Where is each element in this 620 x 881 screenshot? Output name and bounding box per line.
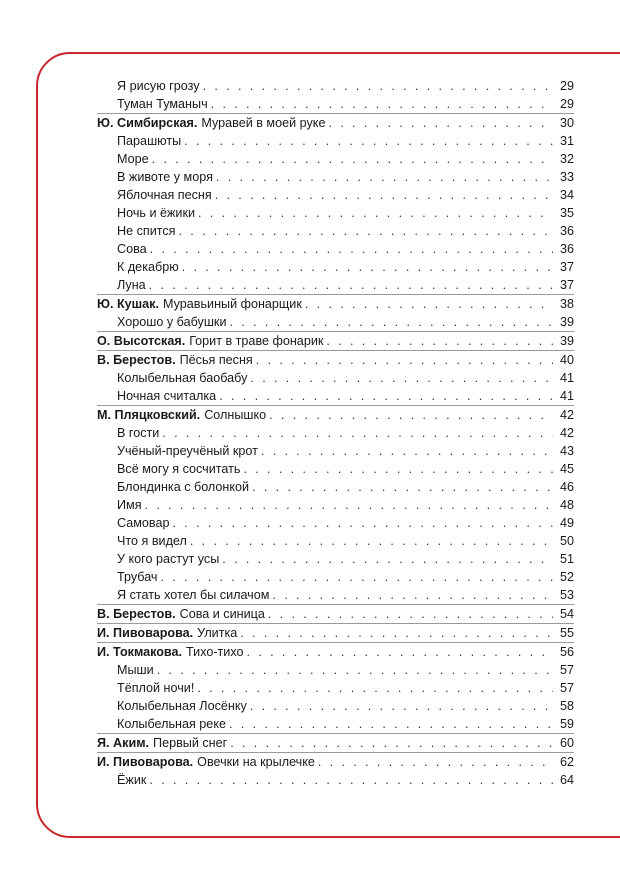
dot-leader (197, 679, 553, 697)
toc-title: Сова (117, 242, 147, 256)
dot-leader (305, 295, 553, 313)
toc-entry (97, 586, 574, 604)
toc-title: Тёплой ночи! (117, 681, 195, 695)
toc-entry (97, 294, 574, 313)
toc-page-number: 35 (559, 206, 574, 220)
toc-title: Первый снег (153, 736, 228, 750)
dot-leader (172, 514, 553, 532)
toc-title: Трубач (117, 570, 158, 584)
toc-title: Всё могу я сосчитать (117, 462, 241, 476)
dot-leader (203, 77, 553, 95)
toc-title: Солнышко (204, 408, 267, 422)
toc-title: Горит в траве фонарик (189, 334, 324, 348)
toc-entry (97, 331, 574, 350)
toc-entry (97, 424, 574, 442)
toc-entry (97, 496, 574, 514)
toc-entry (97, 276, 574, 294)
toc-page-number: 49 (559, 516, 574, 530)
toc-title: Парашюты (117, 134, 182, 148)
toc-entry (97, 460, 574, 478)
dot-leader (250, 697, 553, 715)
toc-entry (97, 623, 574, 642)
toc-entry (97, 771, 574, 789)
dot-leader (150, 240, 553, 258)
toc-entry (97, 568, 574, 586)
toc-page-number: 57 (559, 663, 574, 677)
dot-leader (229, 313, 553, 331)
toc-title: Улитка (197, 626, 238, 640)
toc-entry (97, 661, 574, 679)
toc-page-number: 39 (559, 334, 574, 348)
toc-entry (97, 697, 574, 715)
dot-leader (211, 95, 553, 113)
dot-leader (179, 222, 554, 240)
toc-entry (97, 132, 574, 150)
toc-title: Самовар (117, 516, 170, 530)
toc-entry (97, 405, 574, 424)
toc-title: Что я видел (117, 534, 187, 548)
toc-entry (97, 168, 574, 186)
dot-leader (318, 753, 553, 771)
toc-entry (97, 95, 574, 113)
dot-leader (328, 114, 553, 132)
toc-page-number: 48 (559, 498, 574, 512)
toc-entry (97, 77, 574, 95)
toc-page-number: 60 (559, 736, 574, 750)
toc-title: Пёсья песня (179, 353, 253, 367)
toc-page-number: 33 (559, 170, 574, 184)
toc-title: Овечки на крылечке (197, 755, 315, 769)
toc-title: Море (117, 152, 149, 166)
toc-page-number: 41 (559, 371, 574, 385)
toc-entry (97, 733, 574, 752)
toc-entry (97, 222, 574, 240)
toc-title: Я стать хотел бы силачом (117, 588, 270, 602)
toc-title: Ёжик (117, 773, 147, 787)
toc-entry (97, 313, 574, 331)
toc-author: Я. Аким. (97, 736, 150, 750)
toc-title: Муравьиный фонарщик (162, 297, 302, 311)
dot-leader (229, 715, 553, 733)
toc-page-number: 29 (559, 79, 574, 93)
dot-leader (149, 276, 553, 294)
dot-leader (152, 150, 553, 168)
toc-page-number: 40 (559, 353, 574, 367)
toc-entry (97, 442, 574, 460)
toc-page-number: 51 (559, 552, 574, 566)
dot-leader (326, 332, 553, 350)
toc-entry (97, 204, 574, 222)
toc-page-number: 59 (559, 717, 574, 731)
table-of-contents (97, 77, 574, 789)
toc-title: К декабрю (117, 260, 179, 274)
toc-author: Ю. Кушак. (97, 297, 159, 311)
toc-entry (97, 550, 574, 568)
toc-page-number: 37 (559, 260, 574, 274)
toc-title: Муравей в моей руке (201, 116, 326, 130)
toc-title: Имя (117, 498, 142, 512)
dot-leader (252, 478, 553, 496)
toc-page-number: 36 (559, 242, 574, 256)
toc-author: В. Берестов. (97, 353, 176, 367)
toc-entry (97, 150, 574, 168)
toc-entry (97, 258, 574, 276)
toc-page-number: 43 (559, 444, 574, 458)
toc-page-number: 32 (559, 152, 574, 166)
toc-page-number: 56 (559, 645, 574, 659)
dot-leader (198, 204, 553, 222)
toc-title: В гости (117, 426, 160, 440)
toc-page-number: 50 (559, 534, 574, 548)
dot-leader (215, 186, 553, 204)
toc-page-number: 34 (559, 188, 574, 202)
toc-page-number: 53 (559, 588, 574, 602)
toc-page-number: 31 (559, 134, 574, 148)
toc-entry (97, 532, 574, 550)
toc-page-number: 58 (559, 699, 574, 713)
dot-leader (219, 387, 553, 405)
toc-author: И. Пивоварова. (97, 755, 194, 769)
toc-title: Колыбельная реке (117, 717, 226, 731)
dot-leader (230, 734, 553, 752)
toc-entry (97, 679, 574, 697)
toc-page-number: 46 (559, 480, 574, 494)
dot-leader (269, 406, 553, 424)
toc-title: Хорошо у бабушки (117, 315, 227, 329)
toc-entry (97, 752, 574, 771)
toc-page-number: 41 (559, 389, 574, 403)
toc-title: Ночная считалка (117, 389, 217, 403)
toc-title: Сова и синица (179, 607, 265, 621)
toc-page-number: 64 (559, 773, 574, 787)
toc-page-number: 37 (559, 278, 574, 292)
toc-title: Учёный-преучёный крот (117, 444, 258, 458)
toc-page-number: 29 (559, 97, 574, 111)
toc-entry (97, 240, 574, 258)
dot-leader (256, 351, 553, 369)
toc-page-number: 30 (559, 116, 574, 130)
toc-page-number: 62 (559, 755, 574, 769)
dot-leader (250, 369, 553, 387)
dot-leader (162, 424, 553, 442)
dot-leader (272, 586, 553, 604)
toc-title: Колыбельная баобабу (117, 371, 248, 385)
toc-entry (97, 113, 574, 132)
dot-leader (261, 442, 553, 460)
dot-leader (184, 132, 553, 150)
toc-page-number: 42 (559, 408, 574, 422)
dot-leader (145, 496, 553, 514)
toc-entry (97, 478, 574, 496)
toc-page-number: 38 (559, 297, 574, 311)
toc-author: В. Берестов. (97, 607, 176, 621)
toc-author: И. Пивоварова. (97, 626, 194, 640)
toc-page-number: 55 (559, 626, 574, 640)
toc-title: Яблочная песня (117, 188, 212, 202)
toc-title: Мыши (117, 663, 154, 677)
dot-leader (149, 771, 553, 789)
toc-title: У кого растут усы (117, 552, 220, 566)
dot-leader (190, 532, 553, 550)
toc-title: Ночь и ёжики (117, 206, 195, 220)
dot-leader (240, 624, 553, 642)
toc-title: Я рисую грозу (117, 79, 200, 93)
toc-entry (97, 715, 574, 733)
toc-author: М. Пляцковский. (97, 408, 201, 422)
toc-page-number: 39 (559, 315, 574, 329)
toc-title: Луна (117, 278, 146, 292)
dot-leader (182, 258, 553, 276)
toc-page-number: 57 (559, 681, 574, 695)
toc-title: Колыбельная Лосёнку (117, 699, 247, 713)
dot-leader (268, 605, 553, 623)
toc-entry (97, 186, 574, 204)
toc-title: В животе у моря (117, 170, 213, 184)
dot-leader (222, 550, 553, 568)
toc-entry (97, 350, 574, 369)
toc-author: Ю. Симбирская. (97, 116, 198, 130)
toc-title: Тихо-тихо (186, 645, 244, 659)
toc-entry (97, 642, 574, 661)
dot-leader (247, 643, 553, 661)
toc-page-number: 54 (559, 607, 574, 621)
toc-page-number: 36 (559, 224, 574, 238)
toc-title: Блондинка с болонкой (117, 480, 250, 494)
dot-leader (161, 568, 554, 586)
toc-author: О. Высотская. (97, 334, 186, 348)
toc-title: Туман Туманыч (117, 97, 208, 111)
toc-entry (97, 514, 574, 532)
toc-author: И. Токмакова. (97, 645, 183, 659)
dot-leader (157, 661, 553, 679)
toc-page-number: 42 (559, 426, 574, 440)
dot-leader (243, 460, 553, 478)
toc-entry (97, 387, 574, 405)
toc-entry (97, 369, 574, 387)
toc-page-number: 45 (559, 462, 574, 476)
dot-leader (216, 168, 553, 186)
toc-title: Не спится (117, 224, 176, 238)
toc-entry (97, 604, 574, 623)
toc-page-number: 52 (559, 570, 574, 584)
